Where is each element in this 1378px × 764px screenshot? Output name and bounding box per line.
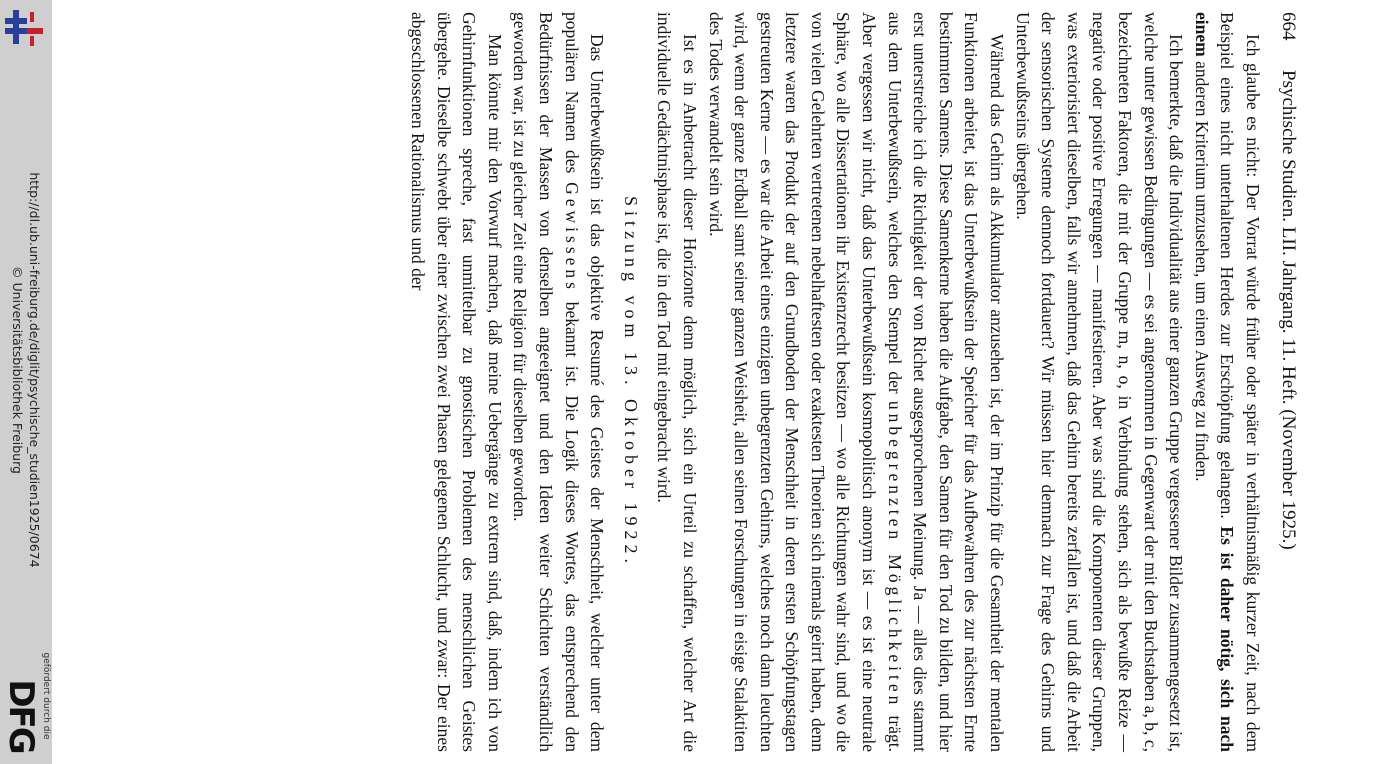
running-title: Psychische Studien. LII. Jahrgang. 11. Heft. (November 1925.) bbox=[1278, 70, 1299, 550]
paragraph: Ich bemerkte, daß die Individualität aus einer ganzen Gruppe vergessener Bilder zusammengesetzt ist, welche unter gewissen Bedingungen — es sei angenommen in Gegenwart der mit den Buchstaben a, b, c, bezeichneten Faktoren, die mit der Gruppe m, n, o, in Verbindung stehen, sich als bewußte Reize — negative oder positive Erregungen — manifestieren. Aber was sind die Komponenten dieser Gruppen, was exteriorisiert dieselben, falls wir annehmen, daß das Gehirn bereits zerfallen ist, und daß die Arbeit der sensorischen Systeme dennoch fortdauert? Wir müssen hier demnach zur Frage des Gehirns und Unterbewußtseins übergehen. bbox=[1012, 12, 1187, 752]
ub-freiburg-logo-icon bbox=[3, 6, 45, 50]
dfg-logo: DFG bbox=[1, 679, 41, 753]
page-header bbox=[1275, 12, 1301, 752]
spaced-emphasis: unbegrenzten Möglichkeiten bbox=[884, 400, 905, 709]
source-info bbox=[9, 172, 43, 567]
emphasis: Es ist daher nötig, sich nach einem bbox=[1191, 12, 1238, 752]
viewer-sidebar bbox=[0, 0, 52, 764]
page-number: 664 bbox=[1278, 12, 1299, 41]
spaced-emphasis: Gewissens bbox=[561, 182, 582, 293]
paragraph: Ist es in Anbetracht dieser Horizonte denn möglich, sich ein Urteil zu schaffen, welcher Art die individuelle Gedächtnisphase ist, die in den Tod mit eingebracht wird. bbox=[654, 12, 700, 752]
paragraph: Man könnte mir den Vorwurf machen, daß meine Uebergänge zu extrem sind, daß, indem ich von Gehirnfunktionen spreche, fast unmittelbar zu gnostischen Problemen des menschlichen Geistes übergehe. Dieselbe schwebt über einer zwischen zwei Phasen gelegenen Schlucht, und zwar: Der eines abgeschlossenen Rationalismus und der bbox=[408, 12, 505, 752]
funded-by-label: gefördert durch die bbox=[41, 652, 51, 740]
document-page bbox=[115, 12, 1315, 752]
section-heading: Sitzung vom 13. Oktober 1922. bbox=[620, 196, 641, 568]
paragraph: Das Unterbewußtsein ist das objektive Resumé des Geistes der Menschheit, welcher unter dem populären Namen des Gewissens bekannt ist. Die Logik dieses Wortes, das entsprechend den Bedürfnissen der Massen von denselben angeeignet und den Ideen weiter Schichten verständlich geworden war, ist zu gleicher Zeit eine Religion für dieselben geworden. bbox=[510, 12, 608, 753]
text-body bbox=[145, 12, 1265, 752]
document-viewport bbox=[52, 0, 1378, 764]
paragraph: Ich glaube es nicht: Der Vorrat würde früher oder später in verhältnismäßig kurzer Zeit, nach dem Beispiel eines nicht unterhaltenen Herdes zur Erschöpfung gelangen. Es ist daher nötig, sich nach einem anderen Kriterium umzusehen, um einen Ausweg zu finden. bbox=[1191, 12, 1263, 752]
source-url[interactable]: http://dl.ub.uni-freiburg.de/diglit/psychische_studien1925/0674 bbox=[27, 172, 42, 568]
text-column bbox=[145, 12, 1265, 752]
copyright-notice: © Universitätsbibliothek Freiburg bbox=[10, 266, 25, 474]
paragraph: Während das Gehirn als Akkumulator anzusehen ist, der im Prinzip für die Gesamtheit der mentalen Funktionen arbeitet, ist das Unterbewußtsein der Speicher für das Aufbewahren des zur nächsten Ernte bestimmten Samens. Diese Samenkerne haben die Aufgabe, den Samen für den Tod zu bilden, und hier erst unterstreiche ich die Richtigkeit der von Richet ausgesprochenen Meinung. Ja — alles dies stammt aus dem Unterbewußtsein, welches den Stempel der unbegrenzten Möglichkeiten trägt. Aber vergessen wir nicht, daß das Unterbewußtsein kosmopolitisch anonym ist — es ist eine neutrale Sphäre, wo alle Dissertationen ihr Existenzrecht besitzen — wo alle Richtungen wahr sind, und wo die von vielen Gelehrten vertretenen nebelhaftesten oder exaktesten Theorien sich niemals geirrt haben, denn letztere waren das Produkt der auf den Grundboden der Menschheit in deren ersten Schöpfungstagen gestreuten Kerne — es war die Arbeit eines einzigen unbegrenzten Gehirns, welches noch dann leuchten wird, wenn der ganze Erdball samt seiner ganzen Weisheit, allen seinen Forschungen in eisige Stalaktiten des Todes verwandelt sein wird. bbox=[705, 12, 1008, 753]
